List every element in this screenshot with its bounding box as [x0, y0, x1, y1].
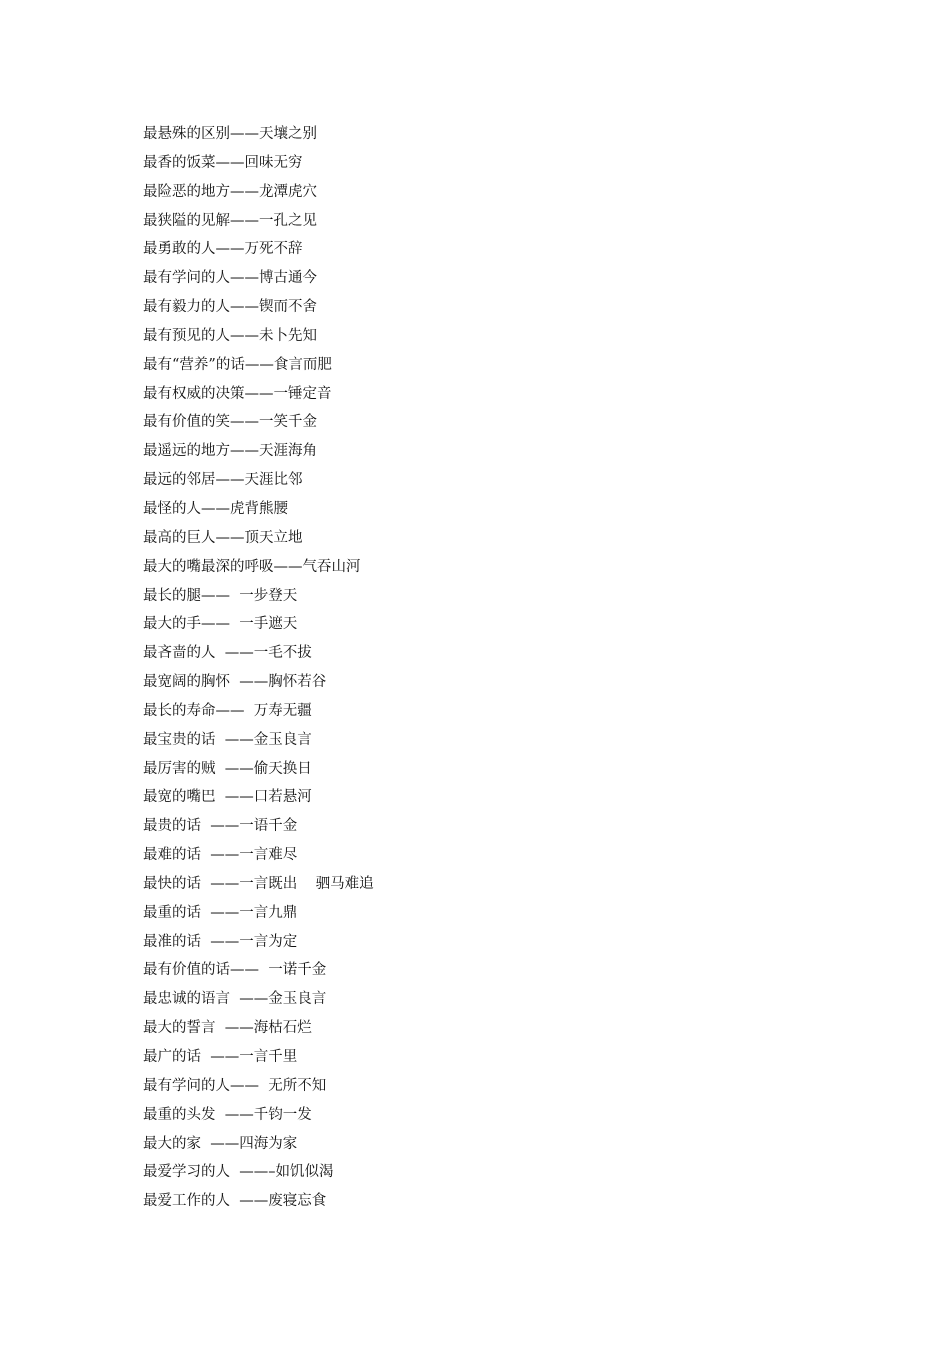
idiom-line: 最贵的话 ——一语千金 — [143, 818, 298, 835]
idiom-line: 最难的话 ——一言难尽 — [143, 847, 298, 864]
idiom-line: 最快的话 ——一言既出 驷马难追 — [143, 875, 374, 892]
idiom-line: 最勇敢的人——万死不辞 — [143, 241, 303, 258]
idiom-line: 最大的嘴最深的呼吸——气吞山河 — [143, 558, 361, 575]
idiom-list — [143, 120, 843, 1216]
idiom-line: 最有预见的人——未卜先知 — [143, 327, 317, 344]
idiom-line: 最有价值的笑——一笑千金 — [143, 414, 317, 431]
idiom-line: 最有价值的话—— 一诺千金 — [143, 962, 327, 979]
idiom-line: 最有“营养”的话——食言而肥 — [143, 356, 332, 373]
idiom-line: 最远的邻居——天涯比邻 — [143, 472, 303, 489]
idiom-line: 最险恶的地方——龙潭虎穴 — [143, 183, 317, 200]
idiom-line: 最忠诚的语言 ——金玉良言 — [143, 991, 327, 1008]
idiom-line: 最高的巨人——顶天立地 — [143, 529, 303, 546]
idiom-line: 最广的话 ——一言千里 — [143, 1049, 298, 1065]
idiom-line: 最大的誓言 ——海枯石烂 — [143, 1020, 312, 1037]
idiom-line: 最有权威的决策——一锤定音 — [143, 385, 332, 402]
idiom-line: 最吝啬的人 ——一毛不拔 — [143, 645, 312, 662]
idiom-line: 最有学问的人—— 无所不知 — [143, 1077, 327, 1094]
idiom-line: 最宽阔的胸怀 ——胸怀若谷 — [143, 674, 327, 691]
idiom-line: 最大的家 ——四海为家 — [143, 1135, 298, 1152]
idiom-line: 最重的头发 ——千钧一发 — [143, 1106, 312, 1123]
idiom-line: 最爱工作的人 ——废寝忘食 — [143, 1193, 327, 1210]
idiom-line: 最长的寿命—— 万寿无疆 — [143, 702, 312, 719]
idiom-line: 最准的话 ——一言为定 — [143, 933, 298, 950]
idiom-line: 最怪的人——虎背熊腰 — [143, 500, 288, 517]
idiom-line: 最大的手—— 一手遮天 — [143, 616, 298, 633]
idiom-line: 最长的腿—— 一步登天 — [143, 587, 298, 604]
idiom-line: 最有毅力的人——锲而不舍 — [143, 299, 317, 316]
idiom-line: 最香的饭菜——回味无穷 — [143, 154, 303, 171]
idiom-line: 最有学问的人——博古通今 — [143, 270, 317, 287]
idiom-line: 最悬殊的区别——天壤之别 — [143, 126, 317, 142]
idiom-line: 最爱学习的人 ——–如饥似渴 — [143, 1164, 334, 1181]
idiom-line: 最遥远的地方——天涯海角 — [143, 443, 317, 460]
idiom-line: 最狭隘的见解——一孔之见 — [143, 212, 317, 229]
idiom-line: 最宝贵的话 ——金玉良言 — [143, 731, 312, 748]
idiom-line: 最宽的嘴巴 ——口若悬河 — [143, 789, 312, 806]
idiom-line: 最重的话 ——一言九鼎 — [143, 904, 298, 921]
idiom-line: 最厉害的贼 ——偷天换日 — [143, 760, 312, 777]
